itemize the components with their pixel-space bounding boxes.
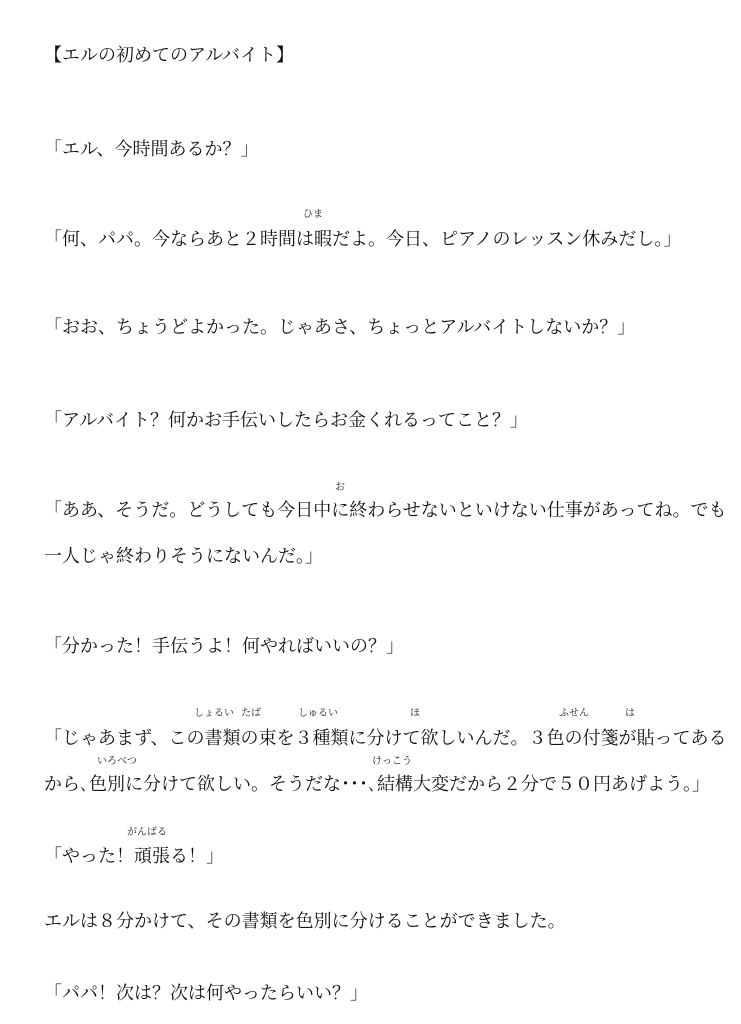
ruby-annotation: は xyxy=(625,708,635,719)
ruby-annotation: たば xyxy=(241,708,261,719)
dialogue-line-continued: 一人じゃ終わりそうにないんだ。」 xyxy=(44,546,323,567)
ruby-annotation: しょるい xyxy=(194,708,234,719)
dialogue-line: 「ああ、そうだ。どうしても今日中に終わらせないといけない仕事があってね。でも xyxy=(44,500,727,521)
ruby-annotation: がんばる xyxy=(127,827,167,838)
ruby-annotation: けっこう xyxy=(372,756,412,767)
ruby-annotation: お xyxy=(335,482,345,493)
dialogue-line: 「やった！頑張る！」 xyxy=(44,846,224,867)
narration-line: エルは８分かけて、その書類を色別に分けることができました。 xyxy=(44,911,566,932)
ruby-annotation: ほ xyxy=(410,708,420,719)
ruby-annotation: いろべつ xyxy=(97,756,137,767)
dialogue-line-continued: から､色別に分けて欲しい。そうだな･･･､結構大変だから２分で５０円あげよう。」 xyxy=(44,774,710,795)
ruby-annotation: ひま xyxy=(303,209,323,220)
ruby-annotation: ふせん xyxy=(559,708,589,719)
dialogue-line: 「何、パパ。今ならあと２時間は暇だよ。今日、ピアノのレッスン休みだし。」 xyxy=(44,229,682,250)
dialogue-line: 「パパ！次は？次は何やったらいい？」 xyxy=(44,983,368,1004)
dialogue-line: 「エル、今時間あるか？」 xyxy=(44,139,259,160)
document-title: 【エルの初めてのアルバイト】 xyxy=(44,45,295,66)
dialogue-line: 「じゃあまず、この書類の束を３種類に分けて欲しいんだ。３色の付箋が貼ってある xyxy=(44,728,727,749)
dialogue-line: 「分かった！手伝うよ！何やればいいの？」 xyxy=(44,636,404,657)
ruby-annotation: しゅるい xyxy=(298,708,338,719)
dialogue-line: 「アルバイト？何かお手伝いしたらお金くれるってこと？」 xyxy=(44,410,529,431)
dialogue-line: 「おお、ちょうどよかった。じゃあさ、ちょっとアルバイトしないか？」 xyxy=(44,317,636,338)
